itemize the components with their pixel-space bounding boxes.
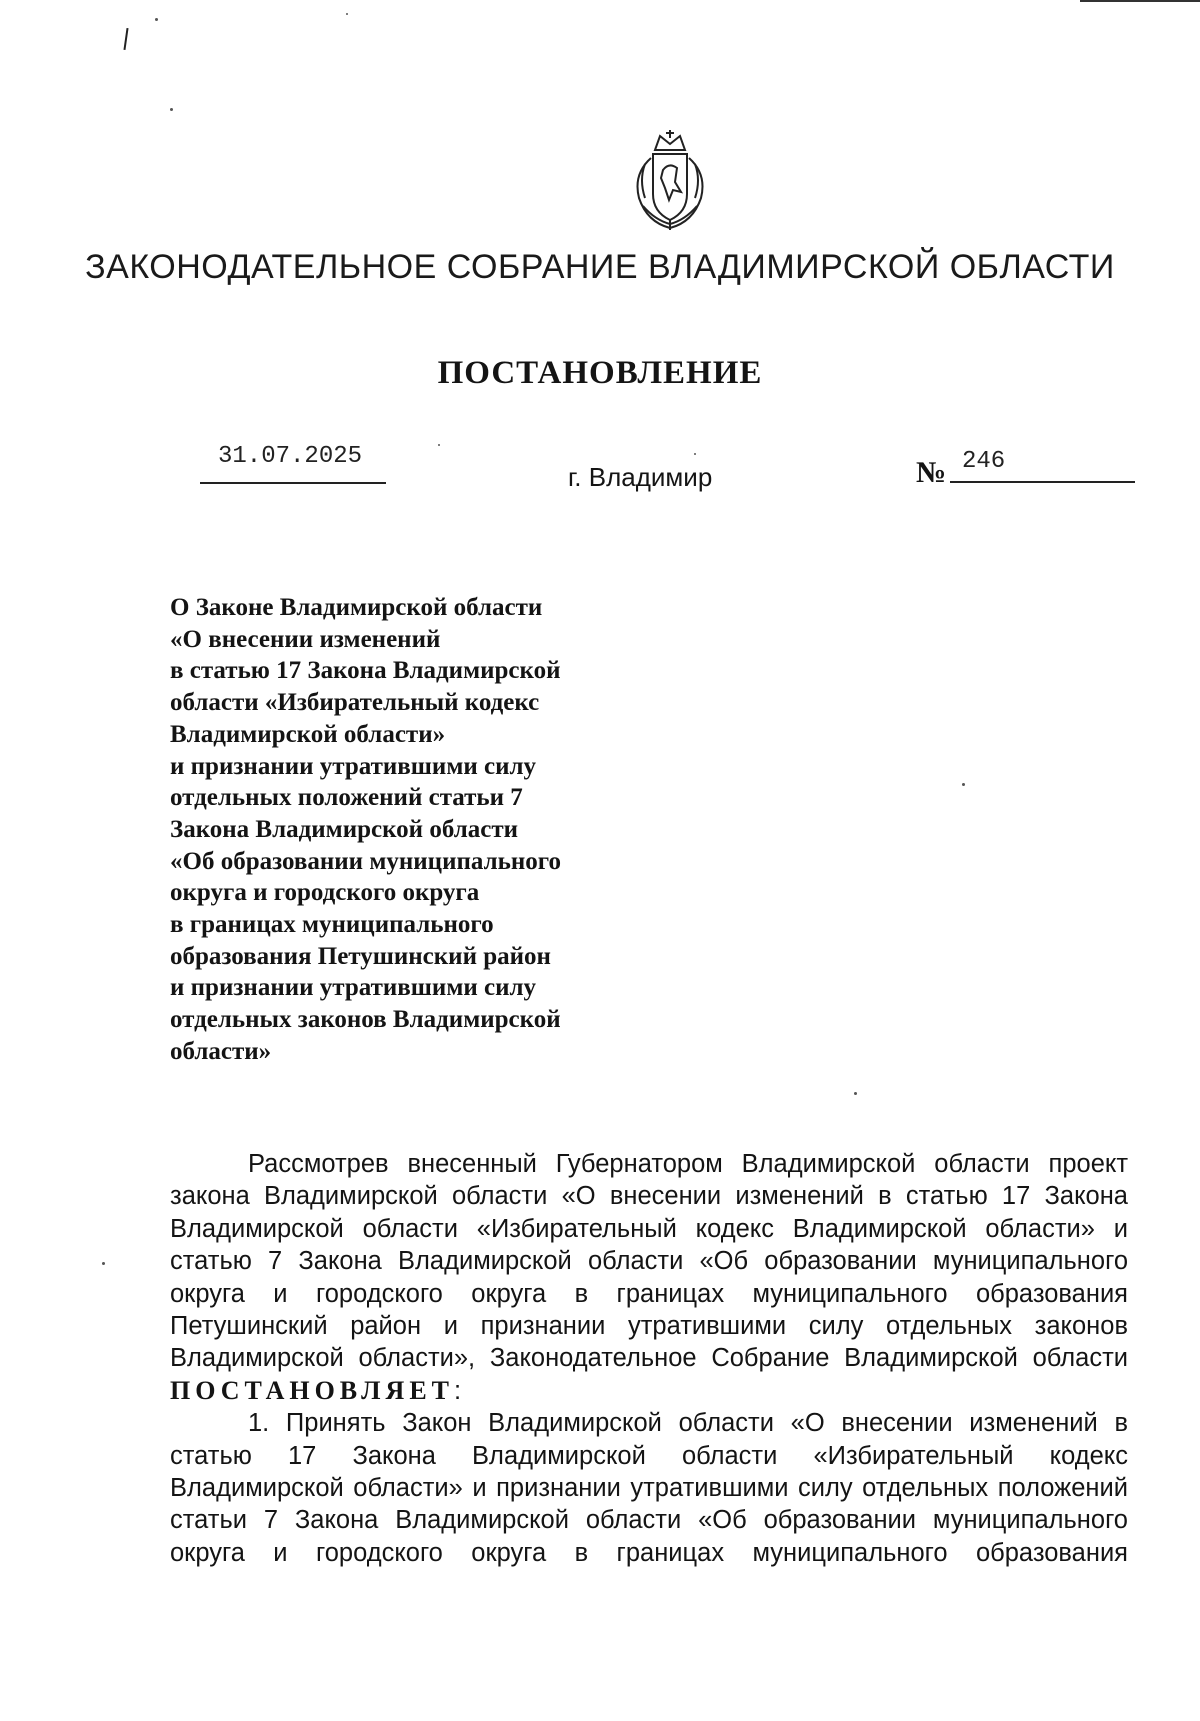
preamble-line: Владимирской области», Законодательное Собрание Владимирской области xyxy=(170,1344,1128,1373)
subject-line: О Законе Владимирской области xyxy=(170,594,543,621)
item-line: Владимирской области» и признании утратившими силу отдельных положений xyxy=(170,1474,1128,1503)
subject-line: и признании утратившими силу xyxy=(170,974,537,1002)
subject-line: области» xyxy=(170,1037,272,1065)
subject-line: «Об образовании муниципального xyxy=(170,847,561,875)
subject-line: и признании утратившими силу xyxy=(170,752,537,780)
preamble-line: закона Владимирской области «О внесении изменений в статью 17 Закона xyxy=(170,1182,1128,1211)
margin-mark xyxy=(123,28,128,50)
scan-speck xyxy=(155,18,158,21)
scan-speck xyxy=(170,108,173,111)
number-underline xyxy=(950,481,1135,483)
resolve-line xyxy=(170,1375,1128,1407)
item-line: округа и городского округа в границах муниципального образования xyxy=(170,1538,1128,1567)
preamble-line: Рассмотрев внесенный Губернатором Владимирской области проект xyxy=(248,1150,1128,1178)
subject-line: образования Петушинский район xyxy=(170,942,551,970)
subject-line: в статью 17 Закона Владимирской xyxy=(170,657,561,685)
subject-line: Закона Владимирской области xyxy=(170,815,519,843)
item-line: 1. Принять Закон Владимирской области «О внесении изменений в xyxy=(248,1409,1128,1438)
subject-line: в границах муниципального xyxy=(170,911,494,939)
preamble-line: Владимирской области «Избирательный кодекс Владимирской области» и xyxy=(170,1214,1128,1243)
resolve-word: ПОСТАНОВЛЯЕТ xyxy=(170,1375,454,1405)
item-line: статьи 7 Закона Владимирской области «Об образовании муниципального xyxy=(170,1506,1128,1535)
subject-line: области «Избирательный кодекс xyxy=(170,689,540,717)
document-number: 246 xyxy=(962,448,1006,475)
scan-edge-line xyxy=(1080,0,1200,2)
document-type-title: ПОСТАНОВЛЕНИЕ xyxy=(437,355,763,391)
resolve-colon: : xyxy=(454,1376,462,1405)
document-date: 31.07.2025 xyxy=(218,443,363,470)
scan-speck xyxy=(854,1092,857,1095)
subject-line: Владимирской области» xyxy=(170,720,446,748)
subject-line: округа и городского округа xyxy=(170,879,480,907)
document-city: г. Владимир xyxy=(568,462,713,492)
coat-of-arms-emblem xyxy=(625,128,715,232)
subject-line: «О внесении изменений xyxy=(170,625,441,653)
preamble-line: Петушинский район и признании утратившими силу отдельных законов xyxy=(170,1312,1128,1341)
preamble-line: статью 7 Закона Владимирской области «Об образовании муниципального xyxy=(170,1247,1128,1276)
document-body xyxy=(170,1148,1128,1569)
organization-name: ЗАКОНОДАТЕЛЬНОЕ СОБРАНИЕ ВЛАДИМИРСКОЙ ОБЛАСТИ xyxy=(85,248,1115,286)
scan-speck xyxy=(102,1262,105,1265)
scan-speck xyxy=(962,783,965,786)
document-subject xyxy=(170,592,630,1068)
subject-line: отдельных положений статьи 7 xyxy=(170,784,523,812)
item-line: статью 17 Закона Владимирской области «Избирательный кодекс xyxy=(170,1441,1128,1470)
scan-speck xyxy=(438,444,440,446)
number-sign: № xyxy=(916,456,947,489)
scan-speck xyxy=(346,13,348,15)
date-underline xyxy=(200,482,386,484)
scan-speck xyxy=(694,453,696,455)
subject-line: отдельных законов Владимирской xyxy=(170,1006,561,1034)
preamble-line: округа и городского округа в границах муниципального образования xyxy=(170,1279,1128,1308)
